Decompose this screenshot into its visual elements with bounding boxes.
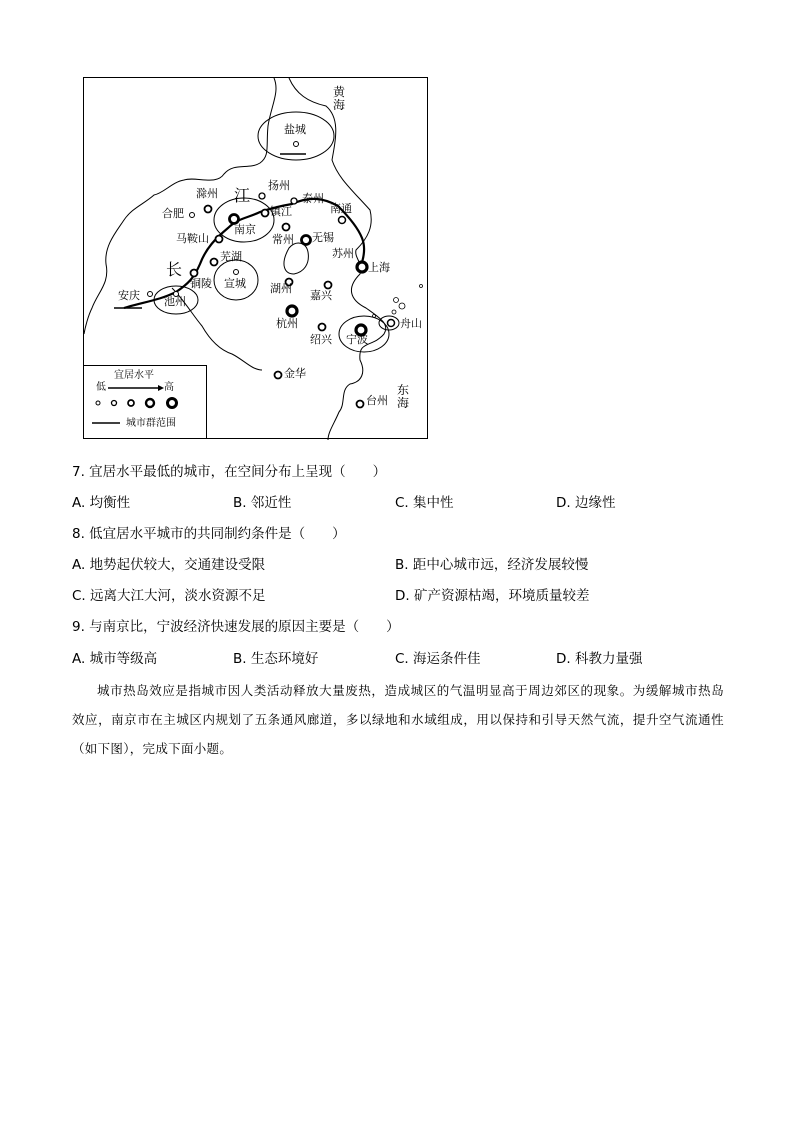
q8-option-d[interactable]: D. 矿产资源枯竭，环境质量较差 (395, 588, 590, 604)
q9-option-d[interactable]: D. 科教力量强 (556, 651, 643, 667)
sea-label-yellow: 黄 海 (332, 85, 345, 112)
city-label-nanjing: 南京 (234, 223, 256, 236)
legend-low: 低 (96, 382, 106, 393)
city-label-chizhou: 池州 (164, 295, 186, 308)
marker-wuhu (211, 259, 218, 266)
question-9-stem: 9. 与南京比，宁波经济快速发展的原因主要是（ ） (72, 619, 400, 635)
tai-lake (284, 243, 308, 274)
city-label-wuhu: 芜湖 (220, 250, 242, 263)
river-label-jiang: 江 (234, 186, 251, 205)
city-label-shanghai: 上海 (368, 261, 390, 274)
marker-chuzhou (205, 206, 212, 213)
q9-option-c[interactable]: C. 海运条件佳 (395, 651, 481, 667)
city-label-huzhou: 湖州 (270, 282, 292, 295)
map-legend (84, 365, 207, 438)
legend-high: 高 (164, 382, 174, 393)
city-label-zhoushan: 舟山 (400, 317, 422, 330)
q7-option-b[interactable]: B. 邻近性 (233, 495, 292, 511)
city-label-suzhou: 苏州 (332, 247, 354, 260)
q8-option-c[interactable]: C. 远离大江大河，淡水资源不足 (72, 588, 266, 604)
q8-option-a[interactable]: A. 地势起伏较大，交通建设受限 (72, 557, 266, 573)
marker-taizhou-zj (357, 401, 364, 408)
marker-jinhua (275, 372, 282, 379)
city-label-taizhou: 泰州 (302, 192, 324, 205)
marker-shaoxing (319, 324, 326, 331)
city-livability-map (83, 77, 428, 439)
city-label-hefei: 合肥 (162, 207, 184, 220)
river-label-chang: 长 (166, 260, 183, 279)
city-label-nantong: 南通 (330, 202, 352, 215)
city-label-yangzhou: 扬州 (268, 179, 290, 192)
city-label-ningbo: 宁波 (346, 333, 368, 346)
q7-option-a[interactable]: A. 均衡性 (72, 495, 131, 511)
marker-zhenjiang (262, 210, 269, 217)
q9-option-b[interactable]: B. 生态环境好 (233, 651, 319, 667)
question-8-stem: 8. 低宜居水平城市的共同制约条件是（ ） (72, 526, 346, 542)
q7-option-c[interactable]: C. 集中性 (395, 495, 454, 511)
marker-yancheng (294, 142, 299, 147)
q7-option-d[interactable]: D. 边缘性 (556, 495, 616, 511)
marker-maanshan (216, 236, 223, 243)
city-label-yancheng: 盐城 (284, 123, 306, 136)
city-label-taizhou-zj: 台州 (366, 394, 388, 407)
marker-zhoushan (388, 320, 395, 327)
city-label-chuzhou: 滁州 (196, 187, 218, 200)
city-label-maanshan: 马鞍山 (176, 232, 209, 245)
marker-taizhou (291, 198, 297, 204)
marker-shanghai (357, 262, 367, 272)
city-label-wuxi: 无锡 (312, 231, 334, 244)
boundary-yancheng (258, 112, 334, 160)
q9-option-a[interactable]: A. 城市等级高 (72, 651, 158, 667)
marker-jiaxing (325, 282, 332, 289)
legend-boundary: 城市群范围 (126, 418, 176, 429)
marker-anqing (148, 292, 153, 297)
marker-nantong (339, 217, 346, 224)
city-label-hangzhou: 杭州 (276, 317, 298, 330)
city-label-shaoxing: 绍兴 (310, 333, 332, 346)
marker-hefei (190, 213, 195, 218)
city-label-jinhua: 金华 (284, 367, 306, 380)
question-7-stem: 7. 宜居水平最低的城市，在空间分布上呈现（ ） (72, 464, 387, 480)
marker-hangzhou (287, 306, 297, 316)
city-label-jiaxing: 嘉兴 (310, 289, 332, 302)
city-label-zhenjiang: 镇江 (270, 205, 292, 218)
city-label-tongling: 铜陵 (190, 277, 212, 290)
marker-changzhou (283, 224, 290, 231)
city-label-anqing: 安庆 (118, 289, 140, 302)
city-label-changzhou: 常州 (272, 233, 294, 246)
heat-island-passage: 城市热岛效应是指城市因人类活动释放大量废热，造成城区的气温明显高于周边郊区的现象。为缓解城市热岛效应，南京市在主城区内规划了五条通风廊道，多以绿地和水域组成，用以保持和引导天然气流，提升空气流通性（如下图），完成下面小题。 (72, 683, 724, 756)
marker-xuancheng (234, 270, 239, 275)
marker-yangzhou (259, 193, 265, 199)
q8-option-b[interactable]: B. 距中心城市远，经济发展较慢 (395, 557, 589, 573)
marker-tongling (191, 270, 198, 277)
marker-wuxi (302, 236, 311, 245)
sea-label-east: 东 海 (396, 383, 409, 410)
legend-title: 宜居水平 (114, 370, 154, 381)
city-label-xuancheng: 宣城 (224, 277, 246, 290)
